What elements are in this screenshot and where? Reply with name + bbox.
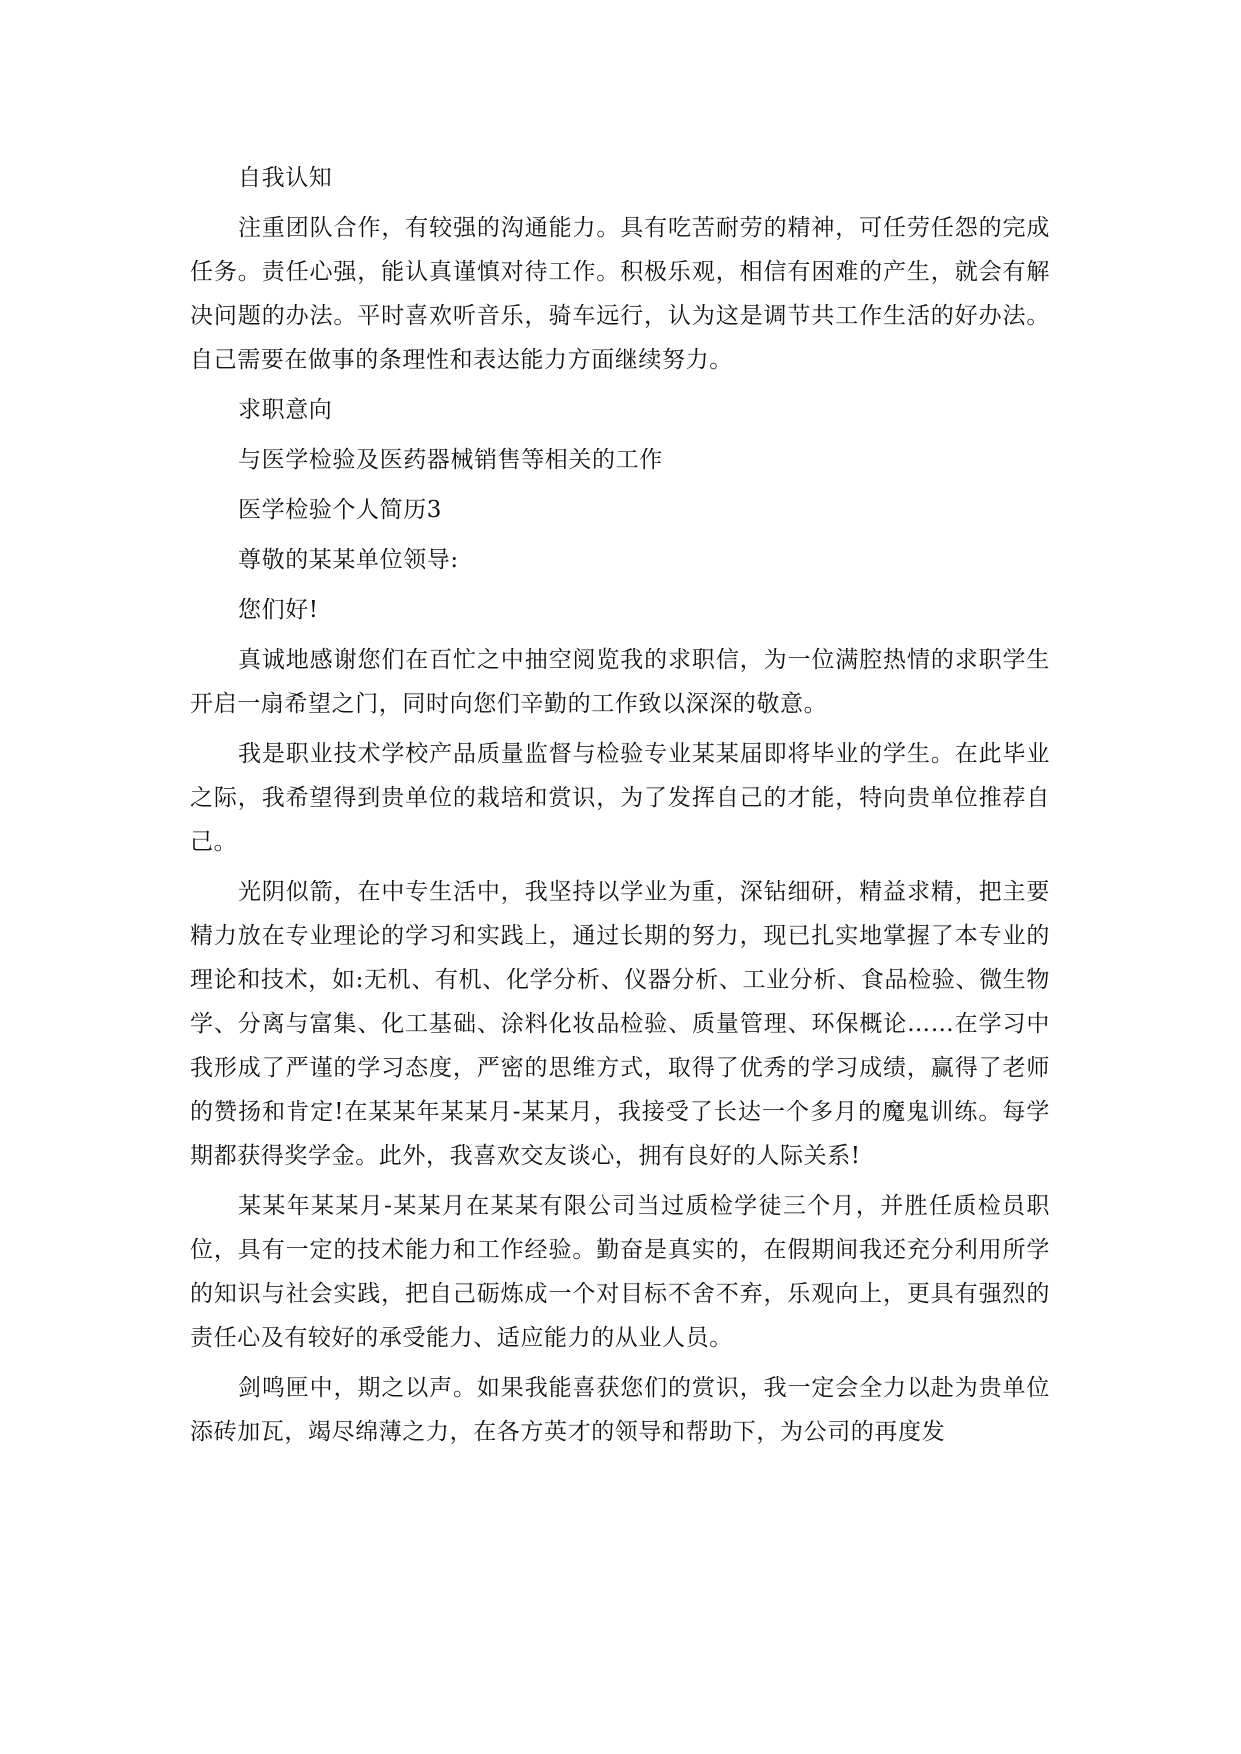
letter-salutation: 尊敬的某某单位领导: (238, 547, 459, 573)
document-body (190, 156, 1050, 1460)
letter-greeting: 您们好! (238, 597, 319, 623)
paragraph-self-assessment: 注重团队合作，有较强的沟通能力。具有吃苦耐劳的精神，可任劳任怨的完成任务。责任心强，能认真谨慎对待工作。积极乐观，相信有困难的产生，就会有解决问题的办法。平时喜欢听音乐，骑车远行，认为这是调节共工作生活的好办法。自己需要在做事的条理性和表达能力方面继续努力。 (190, 215, 1050, 373)
letter-paragraph-intro: 我是职业技术学校产品质量监督与检验专业某某届即将毕业的学生。在此毕业之际，我希望得到贵单位的栽培和赏识，为了发挥自己的才能，特向贵单位推荐自己。 (190, 741, 1050, 855)
letter-paragraph-study: 光阴似箭，在中专生活中，我坚持以学业为重，深钻细研，精益求精，把主要精力放在专业理论的学习和实践上，通过长期的努力，现已扎实地掌握了本专业的理论和技术，如:无机、有机、化学分析、仪器分析、工业分析、食品检验、微生物学、分离与富集、化工基础、涂料化妆品检验、质量管理、环保概论……在学习中我形成了严谨的学习态度，严密的思维方式，取得了优秀的学习成绩，赢得了老师的赞扬和肯定!在某某年某某月-某某月，我接受了长达一个多月的魔鬼训练。每学期都获得奖学金。此外，我喜欢交友谈心，拥有良好的人际关系! (190, 879, 1050, 1169)
heading-job-intention: 求职意向 (238, 397, 333, 423)
letter-paragraph-thanks: 真诚地感谢您们在百忙之中抽空阅览我的求职信，为一位满腔热情的求职学生开启一扇希望之门，同时向您们辛勤的工作致以深深的敬意。 (190, 647, 1050, 717)
paragraph-job-intention: 与医学检验及医药器械销售等相关的工作 (238, 447, 663, 473)
letter-paragraph-experience: 某某年某某月-某某月在某某有限公司当过质检学徒三个月，并胜任质检员职位，具有一定的技术能力和工作经验。勤奋是真实的，在假期间我还充分利用所学的知识与社会实践，把自己砺炼成一个对目标不舍不弃，乐观向上，更具有强烈的责任心及有较好的承受能力、适应能力的从业人员。 (190, 1193, 1050, 1351)
letter-paragraph-closing: 剑鸣匣中，期之以声。如果我能喜获您们的赏识，我一定会全力以赴为贵单位添砖加瓦，竭尽绵薄之力，在各方英才的领导和帮助下，为公司的再度发 (190, 1375, 1050, 1445)
resume-title: 医学检验个人简历3 (238, 497, 443, 523)
heading-self-assessment: 自我认知 (238, 165, 333, 191)
